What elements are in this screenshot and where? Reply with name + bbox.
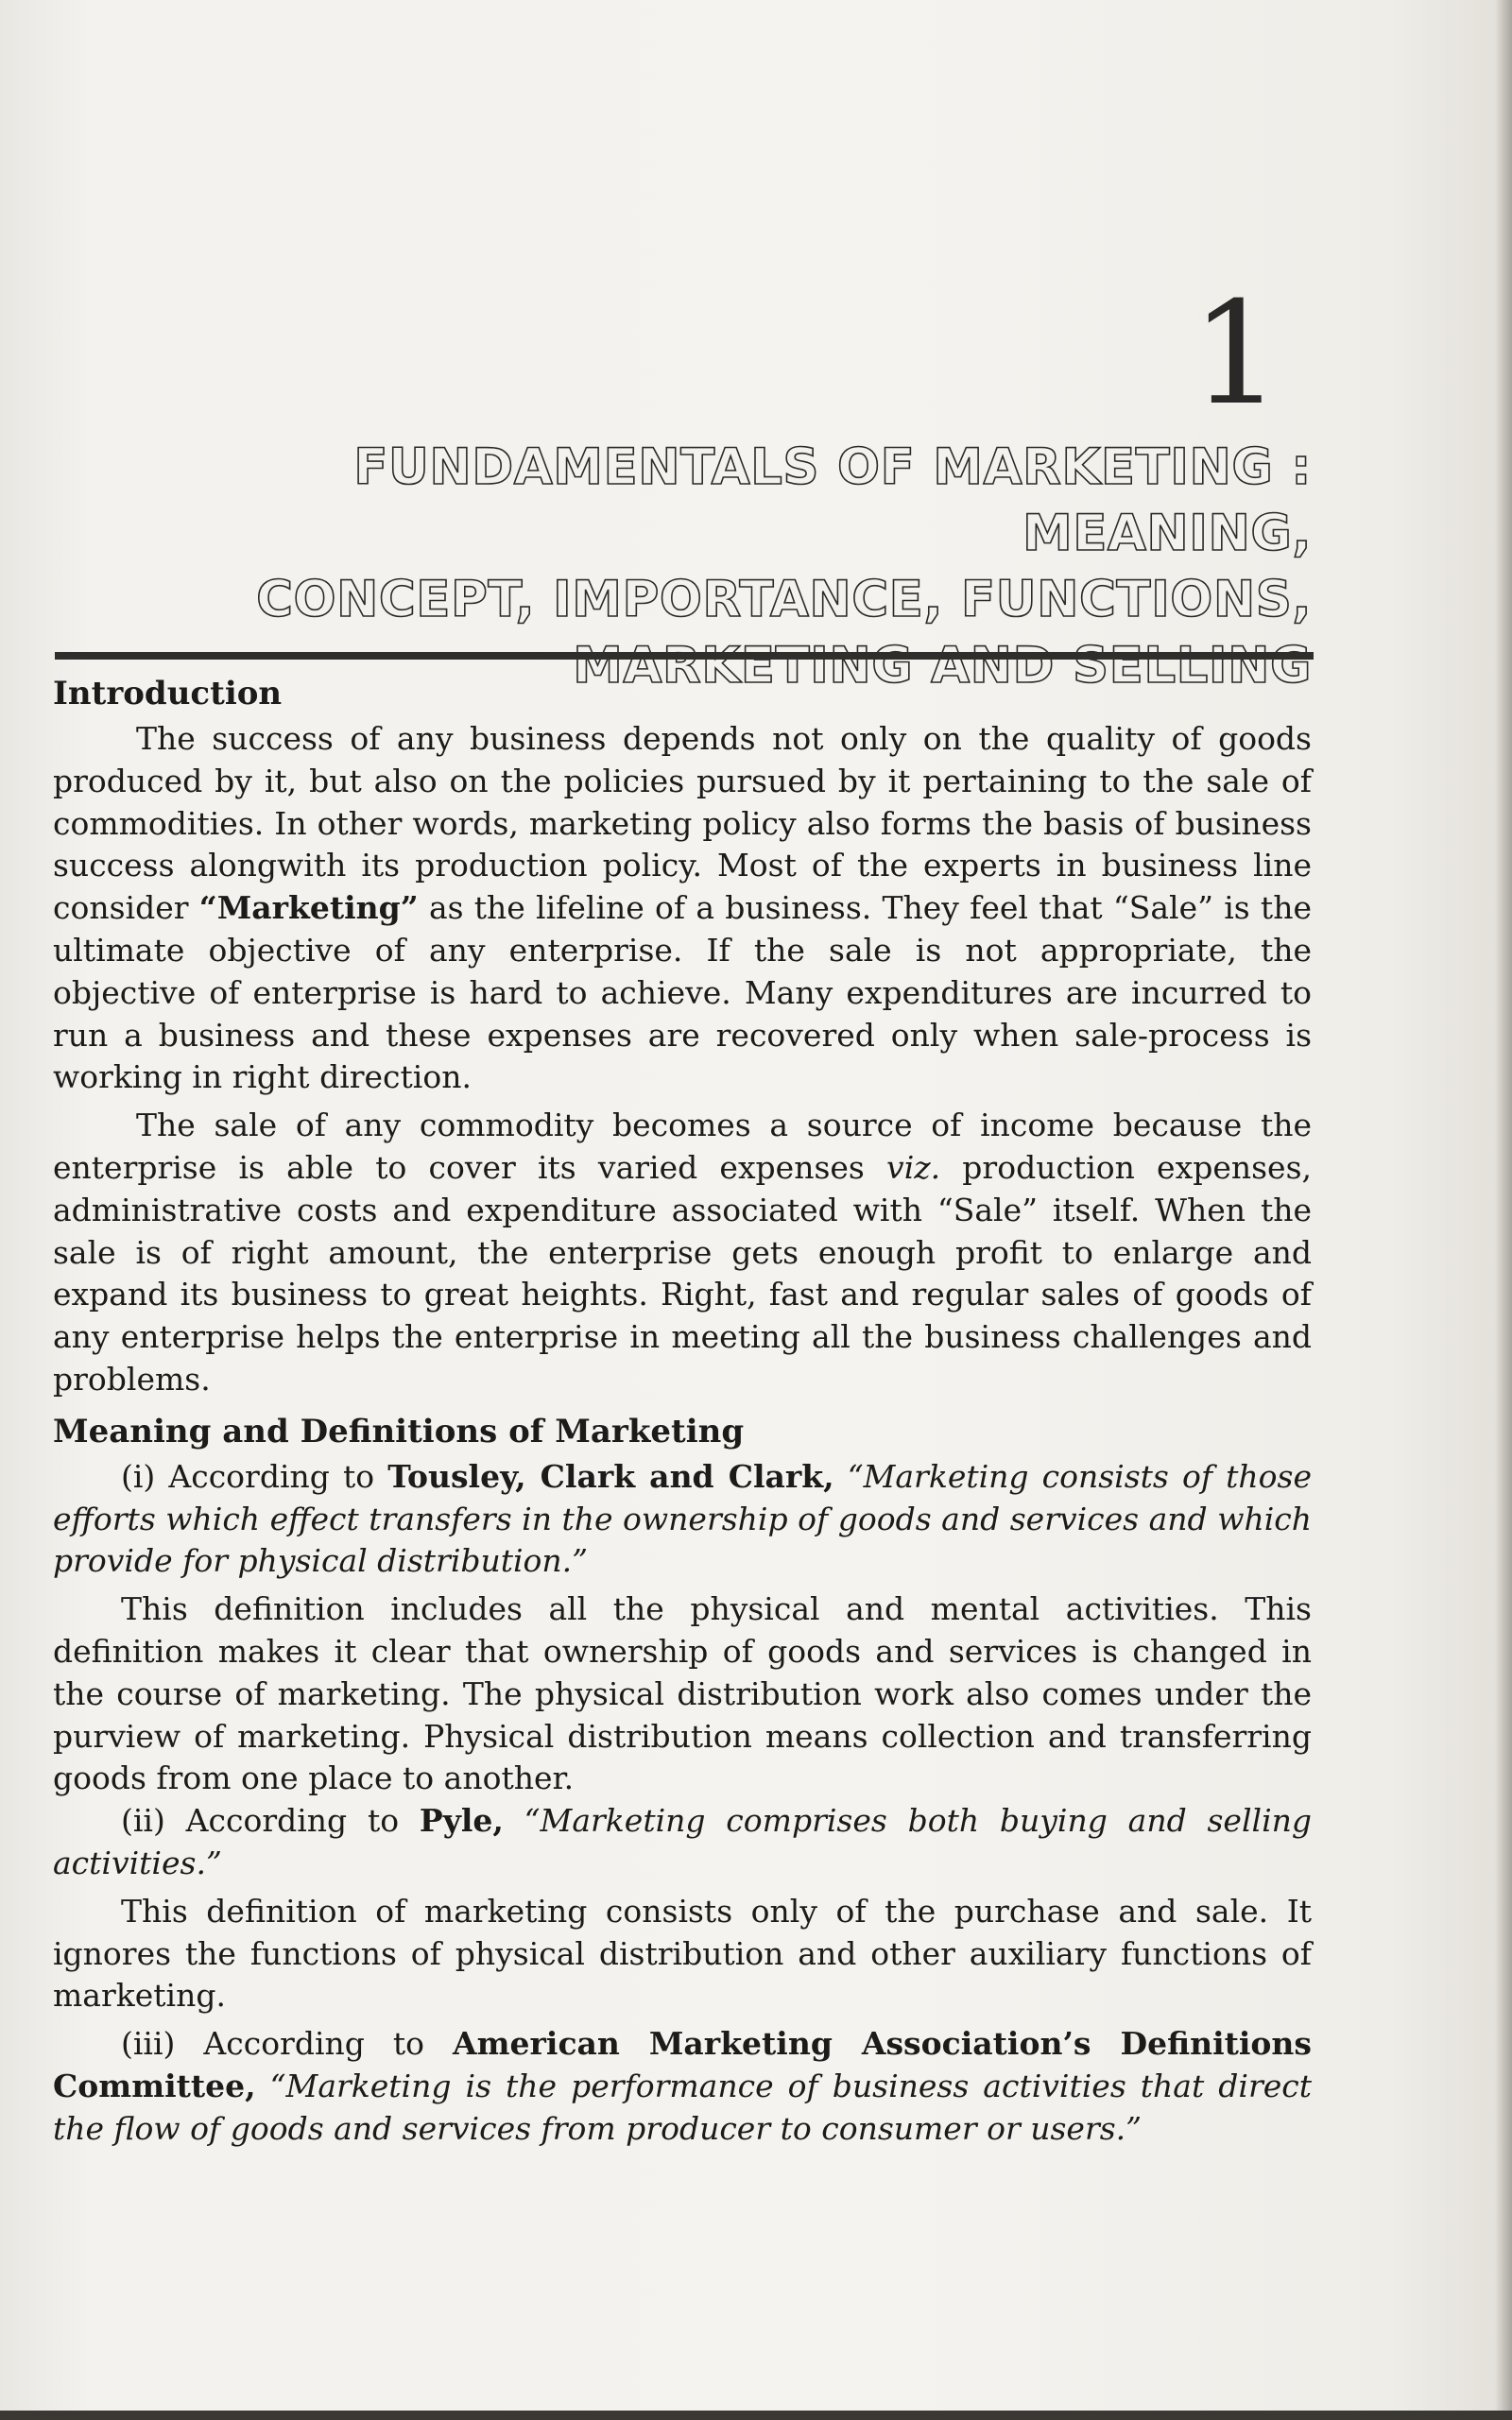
intro-paragraph-1 [53, 718, 1312, 1099]
meaning-heading: Meaning and Definitions of Marketing [53, 1412, 745, 1450]
intro-p2-text-b: production expenses, administrative costs and expenditure associated with “Sale” itself. When the sale is of right amount, the enterprise gets enough profit to enlarge and expand its business to great heights. Right, fast and regular sales of goods of any enterprise helps the enterprise in meeting all the business challenges and problems. [53, 1148, 1312, 1398]
intro-p1-text-b: as the lifeline of a business. They feel that “Sale” is the ultimate objective of any enterprise. If the sale is not appropriate, the objective of enterprise is hard to achieve. Many expenditures are incurred to run a business and these expenses are recovered only when sale-process is working in right direction. [53, 889, 1312, 1096]
chapter-title-line-2: CONCEPT, IMPORTANCE, FUNCTIONS, [256, 571, 1312, 628]
definition-2 [53, 1800, 1312, 1885]
chapter-title-line-1: FUNDAMENTALS OF MARKETING : MEANING, [353, 438, 1312, 562]
page-bottom-edge [0, 2411, 1512, 2420]
chapter-body [53, 669, 1312, 2151]
definition-2-commentary: This definition of marketing consists only of the purchase and sale. It ignores the functions of physical distribution and other auxiliary functions of marketing. [53, 1892, 1312, 2015]
chapter-title [83, 435, 1312, 699]
intro-p2-text-a: The sale of any commodity becomes a source of income because the enterprise is able to cover its varied expenses [53, 1107, 1312, 1186]
definition-1 [53, 1456, 1312, 1583]
definition-2-author: Pyle, [419, 1802, 504, 1840]
definition-3 [53, 2023, 1312, 2150]
definition-1-author: Tousley, Clark and Clark, [387, 1457, 834, 1495]
definition-3-author: American Marketing Association’s Definitions Committee, [53, 2025, 1312, 2104]
chapter-number: 1 [1191, 272, 1281, 437]
chapter-title-line-3: MARKETING AND SELLING [573, 637, 1312, 695]
definition-3-prefix: (iii) According to [121, 2025, 453, 2063]
definition-2-quote: “Marketing comprises both buying and selling activities.” [53, 1802, 1313, 1881]
definition-1-prefix: (i) According to [121, 1457, 388, 1495]
definition-3-quote: “Marketing is the performance of business activities that direct the flow of goods and services from producer to consumer or users.” [53, 2067, 1312, 2147]
definition-2-prefix: (ii) According to [121, 1802, 420, 1840]
definition-1-quote: “Marketing consists of those efforts which effect transfers in the ownership of goods and services and which provide for physical distribution.” [53, 1457, 1312, 1580]
intro-p2-italic: viz. [886, 1148, 941, 1186]
definition-1-commentary: This definition includes all the physical and mental activities. This definition makes it clear that ownership of goods and services is changed in the course of marketing. The physical distribution work also comes under the purview of marketing. Physical distribution means collection and transferring goods from one place to another. [53, 1590, 1312, 1797]
intro-p1-bold-term: “Marketing” [198, 889, 419, 927]
page-edge-shadow [1495, 0, 1512, 2420]
intro-p1-text-a: The success of any business depends not only on the quality of goods produced by it, but also on the policies pursued by it pertaining to the sale of commodities. In other words, marketing policy also forms the basis of business success alongwith its production policy. Most of the experts in business line consider [53, 720, 1312, 927]
title-divider [55, 652, 1314, 660]
intro-paragraph-2 [53, 1105, 1312, 1401]
introduction-heading: Introduction [53, 675, 283, 712]
